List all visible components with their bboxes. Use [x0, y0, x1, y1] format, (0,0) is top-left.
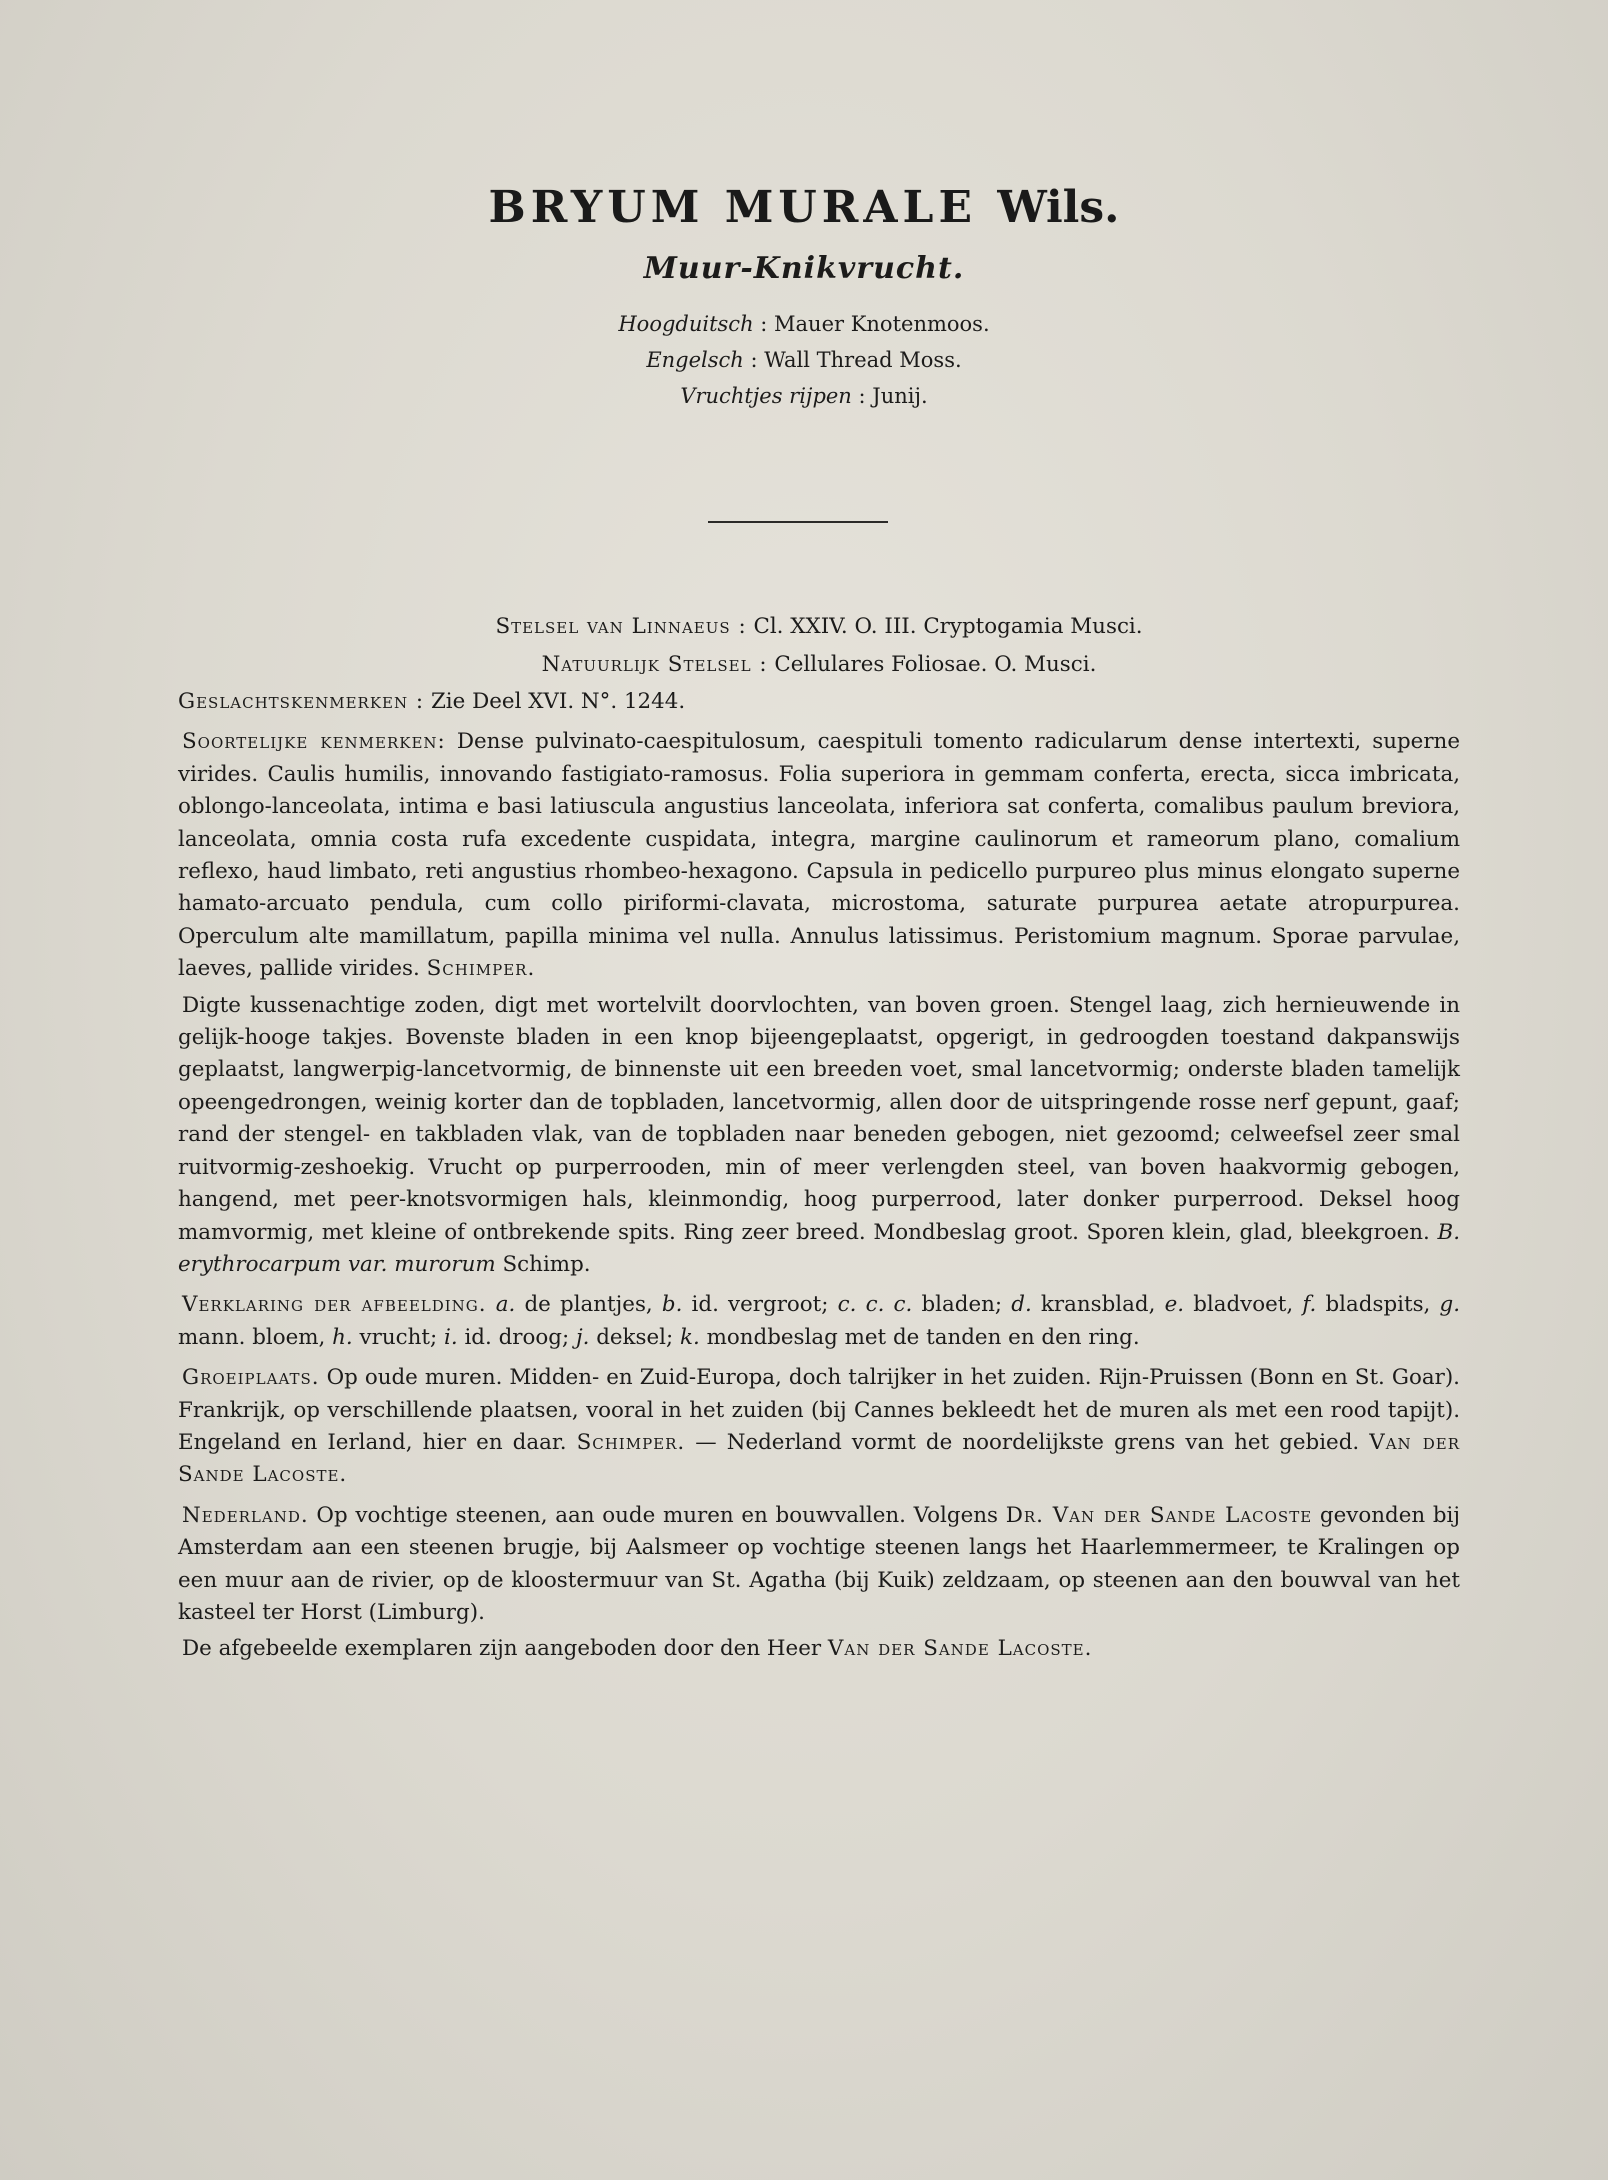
common-name-value: Wall Thread Moss.	[764, 348, 962, 372]
figure-explanation	[178, 1289, 1460, 1354]
fruiting-label: Vruchtjes rijpen	[680, 384, 852, 408]
species-latin-source: Schimper.	[426, 956, 536, 982]
fruiting-value: Junij.	[872, 384, 928, 408]
netherlands-text: Op vochtige steenen, aan oude muren en bouwvallen. Volgens	[316, 1502, 998, 1528]
habitat-text-2: — Nederland vormt de noordelijkste grens van het gebied.	[695, 1429, 1360, 1455]
dutch-common-name: Muur-Knikvrucht.	[643, 251, 965, 286]
explanation-text: bladspits,	[1316, 1292, 1440, 1318]
explanation-text: mann. bloem,	[178, 1324, 333, 1350]
genus-value: Zie Deel XVI. N°. 1244.	[430, 689, 686, 714]
netherlands-person: Dr. Van der Sande Lacoste	[1005, 1502, 1313, 1528]
page-title	[0, 180, 1608, 236]
species-characters	[178, 726, 1460, 985]
linnaeus-label: Stelsel van Linnaeus :	[495, 614, 747, 639]
species-synonym-author: Schimp.	[502, 1251, 591, 1277]
species-label: Soortelijke kenmerken:	[182, 729, 446, 755]
credit-text: De afgebeelde exemplaren zijn aangeboden door den Heer	[182, 1636, 822, 1662]
explanation-text: kransblad,	[1031, 1292, 1165, 1318]
common-name-english: Engelsch : Wall Thread Moss.	[646, 348, 962, 372]
netherlands-text-2: gevonden bij Amsterdam aan een steenen brugje, bij Aalsmeer op vochtige steenen langs het Haarlemmermeer, te Kralingen op een muur aan de rivier, op de kloostermuur van St. Agatha (bij Kuik) zeldzaam, op steenen aan den bouwval van het kasteel ter Horst (Limburg).	[178, 1502, 1461, 1625]
specimen-credit	[178, 1633, 1460, 1665]
netherlands-label: Nederland.	[182, 1502, 309, 1528]
credit-person: Van der Sande Lacoste.	[827, 1636, 1093, 1662]
linnaeus-value: Cl. XXIV. O. III. Cryptogamia Musci.	[753, 614, 1143, 639]
explanation-key: c. c. c.	[837, 1292, 913, 1318]
explanation-key: a.	[495, 1292, 516, 1318]
fruiting-time: Vruchtjes rijpen : Junij.	[680, 384, 928, 408]
common-name-label: Hoogduitsch	[618, 312, 754, 336]
habitat	[178, 1362, 1460, 1492]
netherlands-locations	[178, 1500, 1460, 1630]
habitat-text: Op oude muren. Midden- en Zuid-Europa, doch talrijker in het zuiden. Rijn-Pruissen (Bonn en St. Goar). Frankrijk, op verschillende plaatsen, vooral in het zuiden (bij Cannes bekleedt het de muren als met een rood tapijt). Engeland en Ierland, hier en daar.	[178, 1365, 1460, 1455]
genus-label: Geslachtskenmerken :	[178, 689, 425, 714]
explanation-key: e.	[1164, 1292, 1185, 1318]
explanation-label: Verklaring der afbeelding.	[182, 1292, 487, 1318]
species-synonym: B. erythrocarpum var. murorum	[178, 1219, 1460, 1277]
habitat-source: Schimper.	[576, 1429, 686, 1455]
species-latin: Dense pulvinato-caespitulosum, caespituli tomento radicularum dense intertexti, superne virides. Caulis humilis, innovando fastigiato-ramosus. Folia superiora in gemmam conferta, erecta, sicca imbricata, oblongo-lanceolata, intima e basi latiuscula angustius lanceolata, inferiora sat conferta, comalibus paulum breviora, lanceolata, omnia costa rufa excedente cuspidata, integra, margine caulinorum et rameorum plano, comalium reflexo, haud limbato, reti angustius rhombeo-hexagono. Capsula in pedicello purpureo plus minus elongato superne hamato-arcuato pendula, cum collo piriformi-clavata, microstoma, saturate purpurea aetate atropurpurea. Operculum alte mamillatum, papilla minima vel nulla. Annulus latissimus. Peristomium magnum. Sporae parvulae, laeves, pallide virides.	[178, 729, 1460, 982]
explanation-text: deksel;	[589, 1324, 680, 1350]
natural-label: Natuurlijk Stelsel :	[541, 652, 768, 677]
explanation-key: f.	[1302, 1292, 1317, 1318]
explanation-key: i.	[443, 1324, 458, 1350]
explanation-text: bladvoet,	[1184, 1292, 1303, 1318]
explanation-key: d.	[1011, 1292, 1032, 1318]
species-dutch-text: Digte kussenachtige zoden, digt met wortelvilt doorvlochten, van boven groen. Stengel laag, zich hernieuwende in gelijk-hooge takjes. Bovenste bladen in een knop bijeengeplaatst, opgerigt, in gedroogden toestand dakpanswijs geplaatst, langwerpig-lancetvormig, de binnenste uit een breeden voet, smal lancetvormig; onderste bladen tamelijk opeengedrongen, weinig korter dan de topbladen, lancetvormig, allen door de uitspringende rosse nerf gepunt, gaaf; rand der stengel- en takbladen vlak, van de topbladen naar beneden gebogen, niet gezoomd; celweefsel zeer smal ruitvormig-zeshoekig. Vrucht op purperrooden, min of meer verlengden steel, van boven haakvormig gebogen, hangend, met peer-knotsvormigen hals, kleinmondig, hoog purperrood, later donker purperrood. Deksel hoog mamvormig, met kleine of ontbrekende spits. Ring zeer breed. Mondbeslag groot. Sporen klein, glad, bleekgroen.	[178, 992, 1460, 1245]
species-dutch	[178, 990, 1460, 1282]
linnaeus-system	[178, 608, 1460, 646]
explanation-key: j.	[575, 1324, 590, 1350]
explanation-key: h.	[332, 1324, 353, 1350]
explanation-text: mondbeslag met de tanden en den ring.	[699, 1324, 1140, 1350]
explanation-key: b.	[661, 1292, 683, 1318]
explanation-text: vrucht;	[352, 1324, 444, 1350]
common-names-list	[0, 306, 1608, 414]
explanation-text: id. vergroot;	[682, 1292, 838, 1318]
natural-value: Cellulares Foliosae. O. Musci.	[774, 652, 1097, 677]
title-genus-species: BRYUM MURALE	[488, 182, 977, 233]
common-name-label: Engelsch	[646, 348, 744, 372]
explanation-key: g.	[1439, 1292, 1461, 1318]
explanation-text: id. droog;	[457, 1324, 576, 1350]
description-body	[178, 608, 1460, 1666]
title-author: Wils.	[997, 182, 1120, 233]
habitat-source-2: Van der Sande Lacoste.	[178, 1429, 1460, 1488]
explanation-text: bladen;	[912, 1292, 1012, 1318]
common-name-value: Mauer Knotenmoos.	[774, 312, 990, 336]
explanation-key: k.	[680, 1324, 700, 1350]
header	[0, 180, 1608, 414]
common-name-german: Hoogduitsch : Mauer Knotenmoos.	[618, 312, 990, 336]
natural-system	[178, 646, 1460, 684]
genus-characters	[178, 686, 1460, 718]
divider-rule	[708, 521, 888, 523]
habitat-label: Groeiplaats.	[182, 1365, 320, 1391]
explanation-text: de plantjes,	[515, 1292, 662, 1318]
